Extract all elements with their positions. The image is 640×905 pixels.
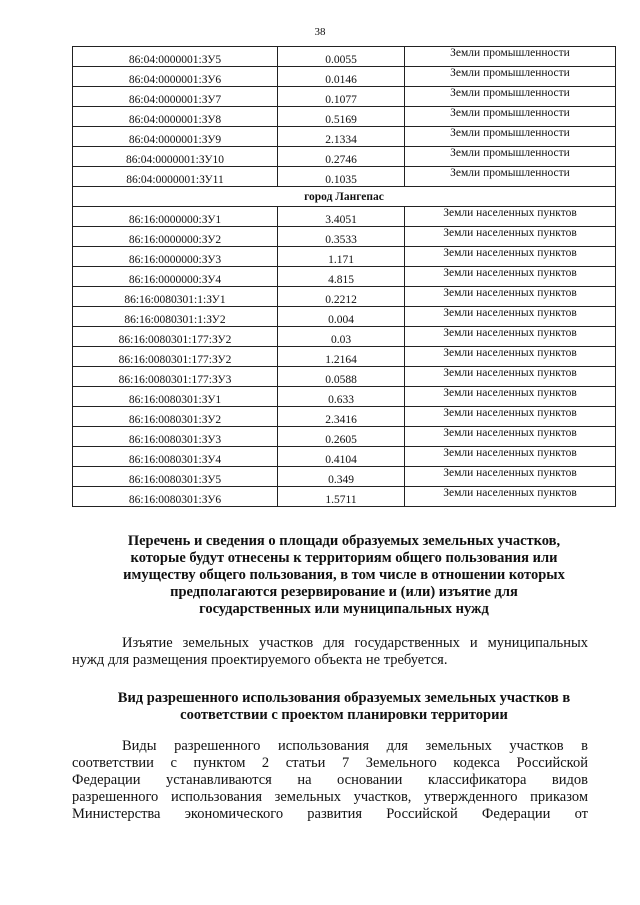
cadastral-number-cell: 86:16:0000000:ЗУ3: [73, 247, 278, 267]
cadastral-number-cell: 86:04:0000001:ЗУ8: [73, 107, 278, 127]
table-row: [73, 287, 616, 307]
cadastral-number-cell: 86:04:0000001:ЗУ10: [73, 147, 278, 167]
land-category-cell: Земли населенных пунктов: [405, 447, 616, 467]
land-category-cell: Земли населенных пунктов: [405, 487, 616, 507]
area-cell: 0.2605: [278, 427, 405, 447]
cadastral-number-cell: 86:04:0000001:ЗУ5: [73, 47, 278, 67]
area-cell: 0.1077: [278, 87, 405, 107]
paragraph-line: Федерации устанавливаются на основании классификатора видов: [72, 772, 588, 788]
table-row: [73, 227, 616, 247]
area-cell: 0.0055: [278, 47, 405, 67]
cadastral-number-cell: 86:16:0080301:ЗУ1: [73, 387, 278, 407]
land-category-cell: Земли населенных пунктов: [405, 307, 616, 327]
area-cell: 0.5169: [278, 107, 405, 127]
area-cell: 0.0588: [278, 367, 405, 387]
heading-line: Вид разрешенного использования образуемых земельных участков в: [117, 690, 571, 706]
land-category-cell: Земли населенных пунктов: [405, 467, 616, 487]
heading-line: имуществу общего пользования, в том числе в отношении которых: [123, 567, 565, 583]
area-cell: 3.4051: [278, 207, 405, 227]
heading-line: которые будут отнесены к территориям общего пользования или: [130, 550, 558, 566]
paragraph-line: Изъятие земельных участков для государственных и муниципальных: [122, 635, 588, 651]
cadastral-number-cell: 86:16:0080301:177:ЗУ2: [73, 347, 278, 367]
paragraph-line: соответствии с пунктом 2 статьи 7 Земельного кодекса Российской: [72, 755, 588, 771]
land-category-cell: Земли населенных пунктов: [405, 407, 616, 427]
heading-line: государственных или муниципальных нужд: [199, 601, 489, 617]
table-row: [73, 407, 616, 427]
cadastral-number-cell: 86:16:0000000:ЗУ1: [73, 207, 278, 227]
table-row: [73, 347, 616, 367]
cadastral-number-cell: 86:16:0080301:ЗУ4: [73, 447, 278, 467]
table-row: [73, 167, 616, 187]
table-row: [73, 147, 616, 167]
area-cell: 0.2212: [278, 287, 405, 307]
heading-permitted-use: [72, 690, 616, 724]
land-category-cell: Земли промышленности: [405, 107, 616, 127]
area-cell: 0.349: [278, 467, 405, 487]
paragraph-line: Виды разрешенного использования для земельных участков в: [122, 738, 588, 754]
cadastral-number-cell: 86:04:0000001:ЗУ11: [73, 167, 278, 187]
cadastral-number-cell: 86:16:0080301:ЗУ2: [73, 407, 278, 427]
area-cell: 2.3416: [278, 407, 405, 427]
table-row: [73, 467, 616, 487]
table-row: [73, 307, 616, 327]
area-cell: 0.0146: [278, 67, 405, 87]
paragraph-permitted-use: [72, 738, 588, 823]
cadastral-number-cell: 86:16:0080301:177:ЗУ2: [73, 327, 278, 347]
land-category-cell: Земли населенных пунктов: [405, 387, 616, 407]
cadastral-number-cell: 86:16:0080301:177:ЗУ3: [73, 367, 278, 387]
heading-line: Перечень и сведения о площади образуемых земельных участков,: [127, 533, 561, 549]
area-cell: 1.5711: [278, 487, 405, 507]
table-row: [73, 87, 616, 107]
table-row: [73, 127, 616, 147]
table-row: [73, 107, 616, 127]
cadastral-number-cell: 86:16:0000000:ЗУ2: [73, 227, 278, 247]
table-row: [73, 267, 616, 287]
section-title: город Лангепас: [73, 187, 616, 207]
table-row: [73, 367, 616, 387]
cadastral-number-cell: 86:16:0080301:1:ЗУ2: [73, 307, 278, 327]
cadastral-number-cell: 86:16:0080301:ЗУ6: [73, 487, 278, 507]
paragraph-line: нужд для размещения проектируемого объекта не требуется.: [72, 652, 448, 668]
paragraph-line: Министерства экономического развития Российской Федерации от: [72, 806, 588, 822]
cadastral-number-cell: 86:16:0080301:1:ЗУ1: [73, 287, 278, 307]
area-cell: 0.1035: [278, 167, 405, 187]
land-category-cell: Земли населенных пунктов: [405, 347, 616, 367]
area-cell: 1.171: [278, 247, 405, 267]
cadastral-number-cell: 86:16:0080301:ЗУ3: [73, 427, 278, 447]
area-cell: 1.2164: [278, 347, 405, 367]
land-category-cell: Земли населенных пунктов: [405, 247, 616, 267]
cadastral-number-cell: 86:04:0000001:ЗУ7: [73, 87, 278, 107]
land-category-cell: Земли населенных пунктов: [405, 427, 616, 447]
heading-common-use-plots: [72, 533, 616, 618]
table-row: [73, 327, 616, 347]
land-category-cell: Земли населенных пунктов: [405, 287, 616, 307]
land-category-cell: Земли промышленности: [405, 47, 616, 67]
land-plots-table: [72, 46, 616, 507]
paragraph-seizure: [72, 635, 588, 669]
cadastral-number-cell: 86:04:0000001:ЗУ9: [73, 127, 278, 147]
land-category-cell: Земли промышленности: [405, 87, 616, 107]
land-category-cell: Земли населенных пунктов: [405, 267, 616, 287]
cadastral-number-cell: 86:16:0000000:ЗУ4: [73, 267, 278, 287]
land-category-cell: Земли промышленности: [405, 67, 616, 87]
land-category-cell: Земли промышленности: [405, 147, 616, 167]
section-row: [73, 187, 616, 207]
table-row: [73, 427, 616, 447]
heading-line: соответствии с проектом планировки территории: [180, 707, 508, 723]
area-cell: 0.633: [278, 387, 405, 407]
area-cell: 0.2746: [278, 147, 405, 167]
table-row: [73, 207, 616, 227]
land-category-cell: Земли промышленности: [405, 167, 616, 187]
table-row: [73, 487, 616, 507]
area-cell: 4.815: [278, 267, 405, 287]
land-category-cell: Земли населенных пунктов: [405, 227, 616, 247]
area-cell: 0.03: [278, 327, 405, 347]
cadastral-number-cell: 86:04:0000001:ЗУ6: [73, 67, 278, 87]
page-number: 38: [314, 26, 326, 38]
table-row: [73, 67, 616, 87]
area-cell: 0.3533: [278, 227, 405, 247]
area-cell: 0.004: [278, 307, 405, 327]
table-row: [73, 247, 616, 267]
area-cell: 2.1334: [278, 127, 405, 147]
land-category-cell: Земли промышленности: [405, 127, 616, 147]
table-row: [73, 47, 616, 67]
cadastral-number-cell: 86:16:0080301:ЗУ5: [73, 467, 278, 487]
table-row: [73, 387, 616, 407]
heading-line: предполагаются резервирование и (или) изъятие для: [170, 584, 518, 600]
table-row: [73, 447, 616, 467]
land-category-cell: Земли населенных пунктов: [405, 367, 616, 387]
land-category-cell: Земли населенных пунктов: [405, 207, 616, 227]
paragraph-line: разрешенного использования земельных участков, утвержденного приказом: [72, 789, 588, 805]
land-category-cell: Земли населенных пунктов: [405, 327, 616, 347]
area-cell: 0.4104: [278, 447, 405, 467]
